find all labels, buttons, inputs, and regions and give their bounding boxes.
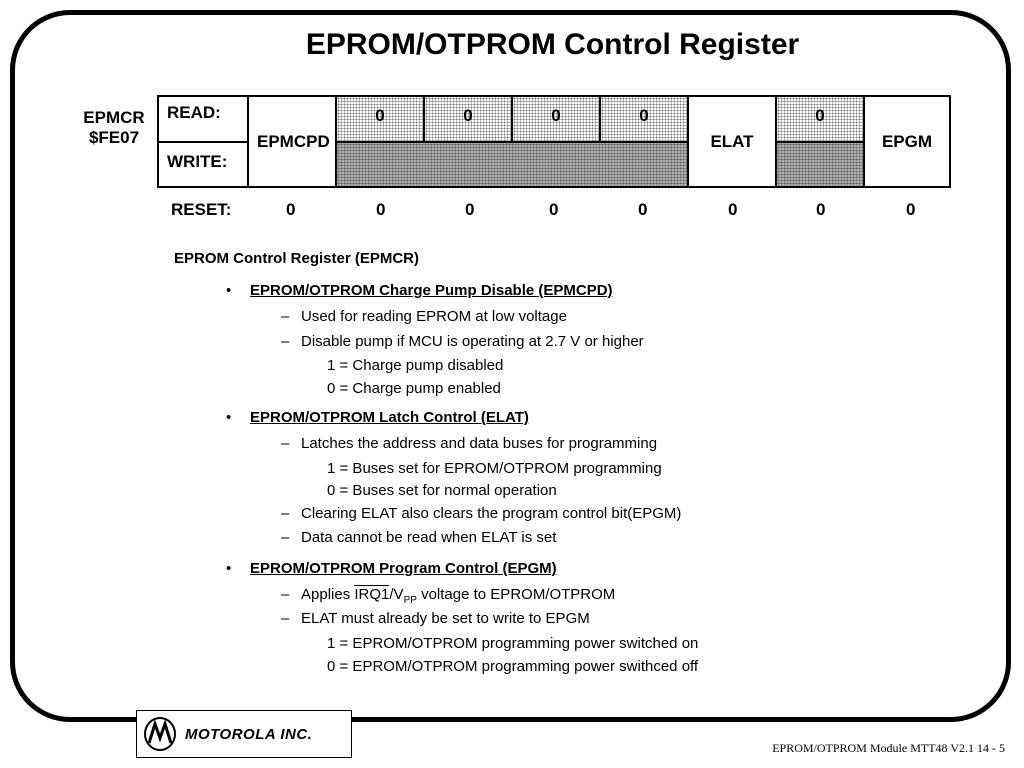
epgm-item-2: ELAT must already be set to write to EPGM	[301, 610, 590, 627]
motorola-logo	[136, 710, 352, 758]
register-address: $FE07	[88, 128, 140, 147]
dash-marker: –	[281, 333, 290, 350]
bullet-elat-title: EPROM/OTPROM Latch Control (ELAT)	[250, 409, 529, 426]
write-label: WRITE:	[167, 152, 228, 171]
bullet-marker: •	[226, 409, 232, 426]
dash-marker: –	[281, 308, 290, 325]
epmcpd-item-1: Used for reading EPROM at low voltage	[301, 308, 567, 325]
dash-marker: –	[281, 529, 290, 546]
reset-bit0: 0	[906, 200, 916, 219]
read-label: READ:	[167, 103, 221, 122]
bit-elat: ELAT	[710, 131, 754, 151]
epmcpd-sub-1: 1 = Charge pump disabled	[327, 357, 504, 374]
epgm-sub-1: 1 = EPROM/OTPROM programming power switched on	[327, 635, 699, 652]
reset-bit5: 0	[465, 200, 475, 219]
footer-text: EPROM/OTPROM Module MTT48 V2.1 14 - 5	[772, 741, 1005, 755]
irq1-overlined: IRQ1	[354, 586, 390, 603]
elat-item-1: Latches the address and data buses for programming	[301, 435, 658, 452]
epmcpd-sub-2: 0 = Charge pump enabled	[327, 380, 501, 397]
epgm-sub-2: 0 = EPROM/OTPROM programming power swithced off	[327, 658, 699, 675]
section-heading: EPROM Control Register (EPMCR)	[174, 250, 420, 267]
epgm-item-1-v: /V	[389, 586, 404, 603]
bit3-read: 0	[601, 97, 687, 141]
dash-marker: –	[281, 586, 290, 603]
logo-text: MOTOROLA INC.	[185, 725, 313, 743]
reset-bit6: 0	[376, 200, 386, 219]
epgm-item-1-suffix: voltage to EPROM/OTPROM	[416, 586, 616, 603]
elat-sub-2: 0 = Buses set for normal operation	[327, 482, 557, 499]
reset-bit4: 0	[549, 200, 559, 219]
bit4-read: 0	[513, 97, 599, 141]
bit1-read: 0	[777, 97, 863, 141]
reset-label: RESET:	[171, 200, 232, 219]
dash-marker: –	[281, 610, 290, 627]
reset-bit1: 0	[816, 200, 826, 219]
elat-item-3: Data cannot be read when ELAT is set	[301, 529, 557, 546]
register-name: EPMCR	[83, 108, 145, 127]
bit6-read: 0	[337, 97, 423, 141]
reset-bit7: 0	[286, 200, 296, 219]
slide-title: EPROM/OTPROM Control Register	[305, 28, 800, 61]
epmcpd-item-2: Disable pump if MCU is operating at 2.7 V or higher	[301, 333, 644, 350]
bullet-epgm-title: EPROM/OTPROM Program Control (EPGM)	[250, 560, 557, 577]
bit-epmcpd: EPMCPD	[257, 131, 330, 151]
dash-marker: –	[281, 435, 290, 452]
bullet-epmcpd-title: EPROM/OTPROM Charge Pump Disable (EPMCPD)	[250, 282, 613, 299]
reset-bit3: 0	[638, 200, 648, 219]
bit5-read: 0	[425, 97, 511, 141]
elat-sub-1: 1 = Buses set for EPROM/OTPROM programming	[327, 460, 662, 477]
dash-marker: –	[281, 505, 290, 522]
epgm-item-1-prefix: Applies	[301, 586, 355, 603]
bullet-marker: •	[226, 282, 232, 299]
motorola-batwing-icon	[143, 716, 177, 752]
vpp-subscript: PP	[403, 595, 417, 606]
epgm-item-1	[301, 586, 615, 606]
bit-epgm: EPGM	[881, 131, 933, 151]
reset-bit2: 0	[728, 200, 738, 219]
elat-item-2: Clearing ELAT also clears the program control bit(EPGM)	[301, 505, 682, 522]
bullet-marker: •	[226, 560, 232, 577]
